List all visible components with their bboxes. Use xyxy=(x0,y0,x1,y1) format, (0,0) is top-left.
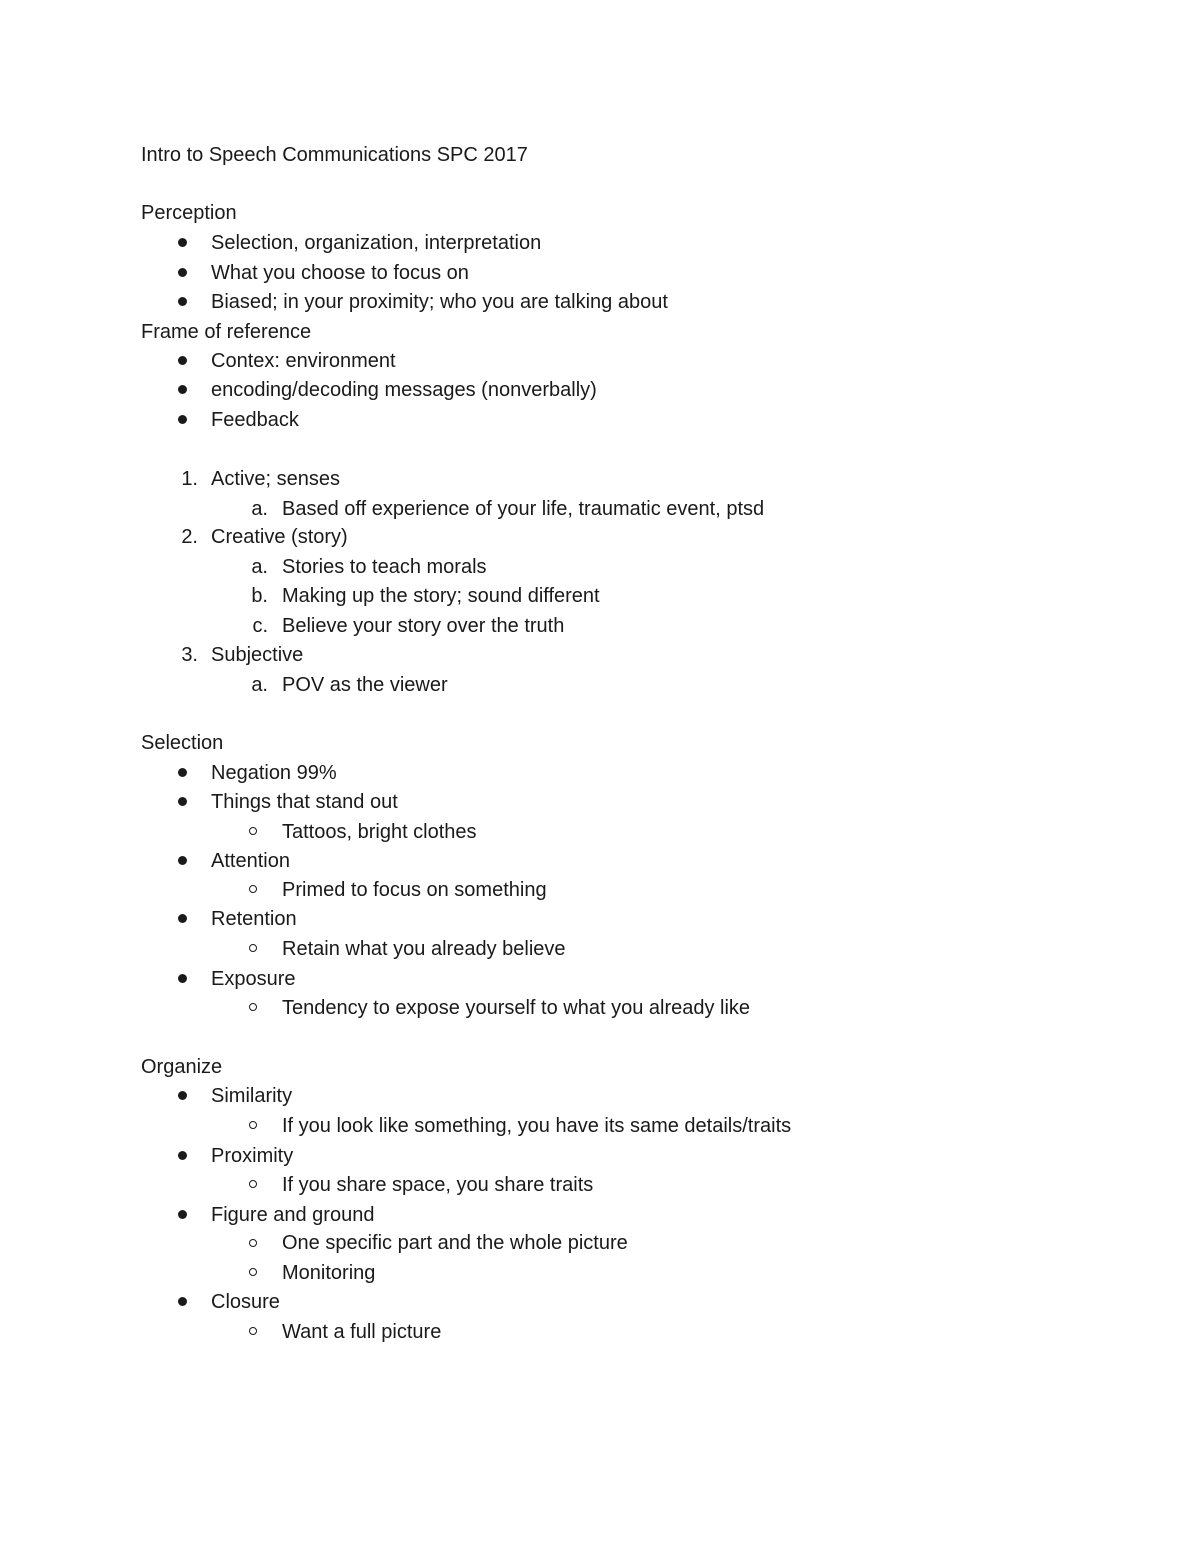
bullet-circle-icon xyxy=(249,1121,257,1129)
list-item: Figure and ground xyxy=(211,1204,375,1226)
list-item: Retention xyxy=(211,908,297,930)
bullet-circle-icon xyxy=(249,1268,257,1276)
list-item: Things that stand out xyxy=(211,791,398,813)
bullet-circle-icon xyxy=(249,827,257,835)
list-item: Similarity xyxy=(211,1085,293,1107)
bullet-circle-icon xyxy=(249,885,257,893)
sub-item: POV as the viewer xyxy=(282,674,448,696)
list-item: Contex: environment xyxy=(211,350,396,372)
bullet-circle-icon xyxy=(249,944,257,952)
bullet-dot-icon xyxy=(178,914,187,923)
numbered-item: Subjective xyxy=(211,644,304,666)
list-item: What you choose to focus on xyxy=(211,262,469,284)
sub-item: Want a full picture xyxy=(282,1321,442,1343)
list-item: Closure xyxy=(211,1291,280,1313)
bullet-dot-icon xyxy=(178,856,187,865)
list-number: 1. xyxy=(181,468,198,490)
list-item: Exposure xyxy=(211,968,296,990)
sub-item: Tattoos, bright clothes xyxy=(282,821,477,843)
section-heading-frame-of-reference: Frame of reference xyxy=(141,321,312,343)
bullet-dot-icon xyxy=(178,1091,187,1100)
bullet-dot-icon xyxy=(178,974,187,983)
section-heading-perception: Perception xyxy=(141,202,237,224)
bullet-dot-icon xyxy=(178,797,187,806)
list-item: Feedback xyxy=(211,409,299,431)
bullet-dot-icon xyxy=(178,415,187,424)
bullet-circle-icon xyxy=(249,1239,257,1247)
sub-item: Tendency to expose yourself to what you already like xyxy=(282,997,751,1019)
sub-item: Monitoring xyxy=(282,1262,376,1284)
bullet-dot-icon xyxy=(178,268,187,277)
sub-item: Believe your story over the truth xyxy=(282,615,565,637)
sub-item: Making up the story; sound different xyxy=(282,585,600,607)
numbered-item: Creative (story) xyxy=(211,526,348,548)
list-item: Proximity xyxy=(211,1145,294,1167)
sub-item: If you share space, you share traits xyxy=(282,1174,594,1196)
bullet-dot-icon xyxy=(178,238,187,247)
list-number: 3. xyxy=(181,644,198,666)
bullet-dot-icon xyxy=(178,356,187,365)
bullet-dot-icon xyxy=(178,1297,187,1306)
list-item: Selection, organization, interpretation xyxy=(211,232,542,254)
bullet-circle-icon xyxy=(249,1327,257,1335)
sub-item: If you look like something, you have its same details/traits xyxy=(282,1115,792,1137)
list-letter: a. xyxy=(251,556,268,578)
sub-item: Based off experience of your life, traumatic event, ptsd xyxy=(282,498,765,520)
section-heading-selection: Selection xyxy=(141,732,224,754)
sub-item: Stories to teach morals xyxy=(282,556,487,578)
bullet-dot-icon xyxy=(178,1151,187,1160)
document-title: Intro to Speech Communications SPC 2017 xyxy=(141,144,528,166)
bullet-circle-icon xyxy=(249,1003,257,1011)
list-number: 2. xyxy=(181,526,198,548)
sub-item: Retain what you already believe xyxy=(282,938,566,960)
list-letter: b. xyxy=(251,585,268,607)
bullet-dot-icon xyxy=(178,768,187,777)
list-item: Biased; in your proximity; who you are talking about xyxy=(211,291,668,313)
numbered-item: Active; senses xyxy=(211,468,340,490)
bullet-dot-icon xyxy=(178,1210,187,1219)
bullet-dot-icon xyxy=(178,385,187,394)
list-item: Negation 99% xyxy=(211,762,337,784)
section-heading-organize: Organize xyxy=(141,1056,223,1078)
bullet-circle-icon xyxy=(249,1180,257,1188)
list-letter: a. xyxy=(251,674,268,696)
list-letter: a. xyxy=(251,498,268,520)
list-item: encoding/decoding messages (nonverbally) xyxy=(211,379,597,401)
bullet-dot-icon xyxy=(178,297,187,306)
sub-item: Primed to focus on something xyxy=(282,879,547,901)
list-item: Attention xyxy=(211,850,290,872)
sub-item: One specific part and the whole picture xyxy=(282,1232,628,1254)
list-letter: c. xyxy=(252,615,268,637)
